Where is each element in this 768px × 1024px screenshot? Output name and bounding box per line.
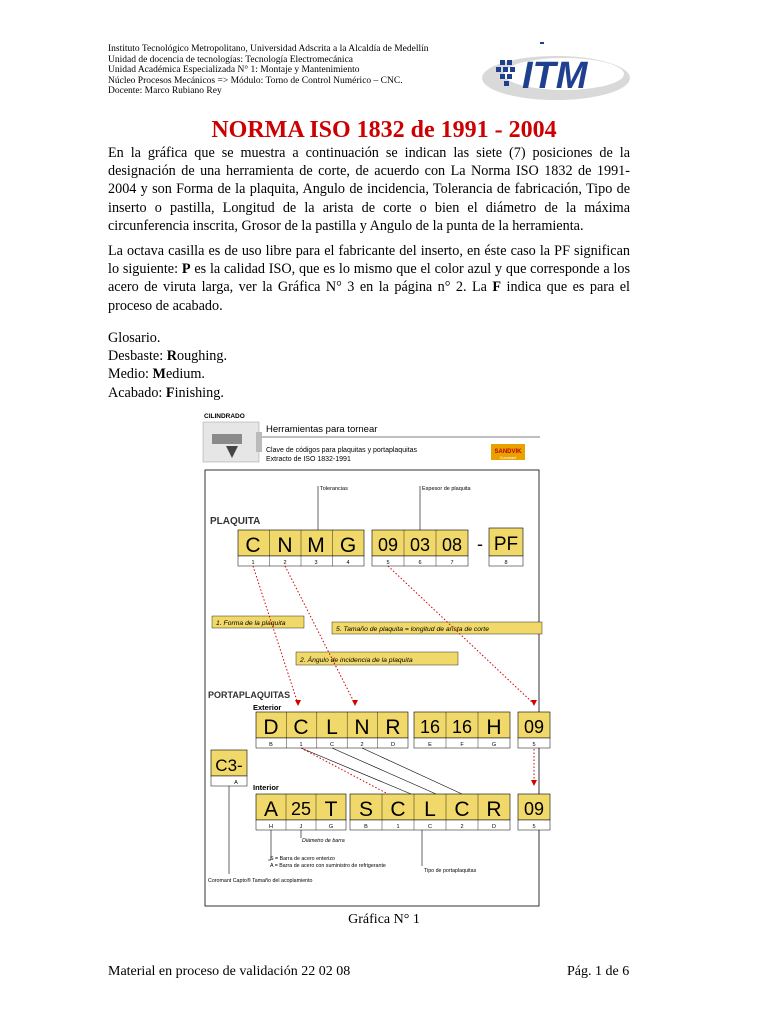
header-line: Docente: Marco Rubiano Rey: [108, 86, 222, 97]
lbl-s: S = Barra de acero enterizo: [270, 856, 335, 862]
glossary-item: Medio: Medium.: [108, 366, 205, 383]
glossary: [108, 329, 227, 402]
lbl-tolerancias: Tolerancias: [320, 486, 348, 492]
lbl-a: A = Barra de acero con suministro de refrigerante: [270, 863, 386, 869]
code-box: C: [454, 798, 470, 821]
lbl-diametro: Diámetro de barra: [302, 838, 345, 844]
code-box: G: [339, 534, 357, 557]
brand-name: SANDVIK: [494, 449, 522, 455]
code-box: T: [324, 798, 338, 821]
code-number: 1: [396, 824, 400, 830]
connector-lines: [253, 566, 534, 784]
code-number: 2: [283, 560, 287, 566]
note-forma-text: 1. Forma de la plaquita: [216, 620, 286, 627]
lbl-interior: Interior: [253, 783, 279, 792]
lbl-coromant: Coromant Capto® Tamaño del acoplamiento: [208, 878, 313, 884]
code-number: 5: [532, 742, 536, 748]
guide-lines: [301, 748, 462, 794]
code-box: A: [263, 798, 279, 821]
code-number: G: [328, 824, 334, 830]
code-number: B: [269, 742, 273, 748]
code-number: D: [391, 742, 395, 748]
lbl-plaquita: PLAQUITA: [210, 516, 261, 527]
code-box: C: [293, 716, 309, 739]
code-box: PF: [493, 534, 519, 555]
code-box: 16: [451, 717, 473, 737]
glossary-item: Acabado: Finishing.: [108, 384, 224, 401]
code-number: 6: [418, 560, 422, 566]
header-line: Unidad Académica Especializada N° 1: Montaje y Mantenimiento: [108, 65, 360, 76]
paragraph-2: La octava casilla es de uso libre para el fabricante del inserto, en éste caso la PF significan lo siguiente: P es la calidad ISO, que es lo mismo que el color azul y que corresponde a los acero de viruta larga, ver la Gráfica N° 3 en la página n° 2. La F indica que es para el proceso de acabado.: [108, 243, 630, 314]
code-box: N: [354, 716, 370, 739]
lbl-espesor: Espesor de plaquita: [422, 486, 471, 492]
glossary-item: Desbaste: Roughing.: [108, 348, 228, 365]
code-number: 2: [460, 824, 464, 830]
code-box: R: [486, 798, 502, 821]
header-line: Núcleo Procesos Mecánicos => Módulo: Torno de Control Numérico – CNC.: [108, 75, 403, 86]
code-box: 09: [523, 799, 545, 819]
glossary-title: Glosario.: [108, 330, 161, 346]
footer-left: Material en proceso de validación 22 02 08: [108, 964, 351, 979]
page-title: NORMA ISO 1832 de 1991 - 2004: [211, 117, 557, 143]
code-dash: -: [477, 534, 483, 554]
figure-caption: Gráfica N° 1: [348, 912, 420, 927]
note-tamano-text: 5. Tamaño de plaquita = longitud de arista de corte: [336, 626, 489, 633]
code-number: C: [330, 742, 334, 748]
fig-corner-label: CILINDRADO: [204, 413, 245, 420]
fig-sub1: Clave de códigos para plaquitas y portaplaquitas: [266, 447, 417, 454]
document-header: [108, 44, 508, 97]
code-number: D: [492, 824, 496, 830]
code-box: 03: [409, 535, 431, 555]
lbl-exterior: Exterior: [253, 703, 282, 712]
code-box: 16: [419, 717, 441, 737]
code-box: S: [358, 798, 374, 821]
fig-sub2: Extracto de ISO 1832-1991: [266, 456, 351, 463]
code-number: 8: [504, 560, 508, 566]
code-box: R: [385, 716, 401, 739]
header-line: Instituto Tecnológico Metropolitano, Universidad Adscrita a la Alcaldía de Medellín: [108, 44, 429, 54]
code-box: L: [424, 798, 436, 821]
tool-holder-icon: [212, 434, 242, 444]
code-number: 5: [386, 560, 390, 566]
code-box: D: [263, 716, 279, 739]
c3-number: A: [234, 780, 238, 786]
brand-sub: Coromant: [499, 456, 517, 460]
code-number: 2: [360, 742, 364, 748]
code-number: H: [269, 824, 273, 830]
code-number: 7: [450, 560, 454, 566]
code-box: 09: [523, 717, 545, 737]
header-line: Unidad de docencia de tecnologías: Tecnología Electromecánica: [108, 54, 353, 65]
iso-code-figure: [200, 404, 545, 912]
code-number: 1: [299, 742, 303, 748]
page-number: Pág. 1 de 6: [567, 964, 630, 979]
note-angulo-text: 2. Ángulo de incidencia de la plaquita: [300, 657, 413, 664]
code-box: M: [307, 534, 325, 557]
lbl-tipo: Tipo de portaplaquitas: [424, 868, 477, 874]
code-number: 5: [532, 824, 536, 830]
code-box: N: [277, 534, 293, 557]
code-number: B: [364, 824, 368, 830]
code-number: 3: [314, 560, 318, 566]
code-box: 09: [377, 535, 399, 555]
exterior-code-row: [256, 712, 550, 748]
code-number: 4: [346, 560, 350, 566]
code-number: 1: [251, 560, 255, 566]
interior-code-row: [256, 794, 550, 830]
itm-logo: [478, 38, 638, 106]
code-box: L: [326, 716, 338, 739]
lbl-portaplaquitas: PORTAPLAQUITAS: [208, 690, 291, 700]
paragraph-1: En la gráfica que se muestra a continuación se indican las siete (7) posiciones de la designación de una herramienta de corte, de acuerdo con La Norma ISO 1832 de 1991-2004 y son Forma de la plaquita, Angulo de incidencia, Tolerancia de fabricación, Tipo de inserto o pastilla, Longitud de la arista de corte o bien el diámetro de la máxima circunferencia inscrita, Grosor de la pastilla y Angulo de la punta de la herramienta.: [108, 145, 630, 234]
code-number: G: [491, 742, 497, 748]
insert-code-row: [238, 528, 523, 566]
code-box: C: [390, 798, 406, 821]
code-number: F: [460, 742, 464, 748]
code-box: H: [486, 716, 502, 739]
code-number: J: [299, 824, 303, 830]
c3-code: C3-: [215, 756, 243, 775]
fig-heading: Herramientas para tornear: [266, 424, 378, 435]
code-box: C: [245, 534, 261, 557]
code-number: E: [428, 742, 432, 748]
code-number: C: [428, 824, 432, 830]
code-box: 25: [290, 799, 312, 819]
code-box: 08: [441, 535, 463, 555]
logo-text: ITM: [522, 55, 588, 97]
